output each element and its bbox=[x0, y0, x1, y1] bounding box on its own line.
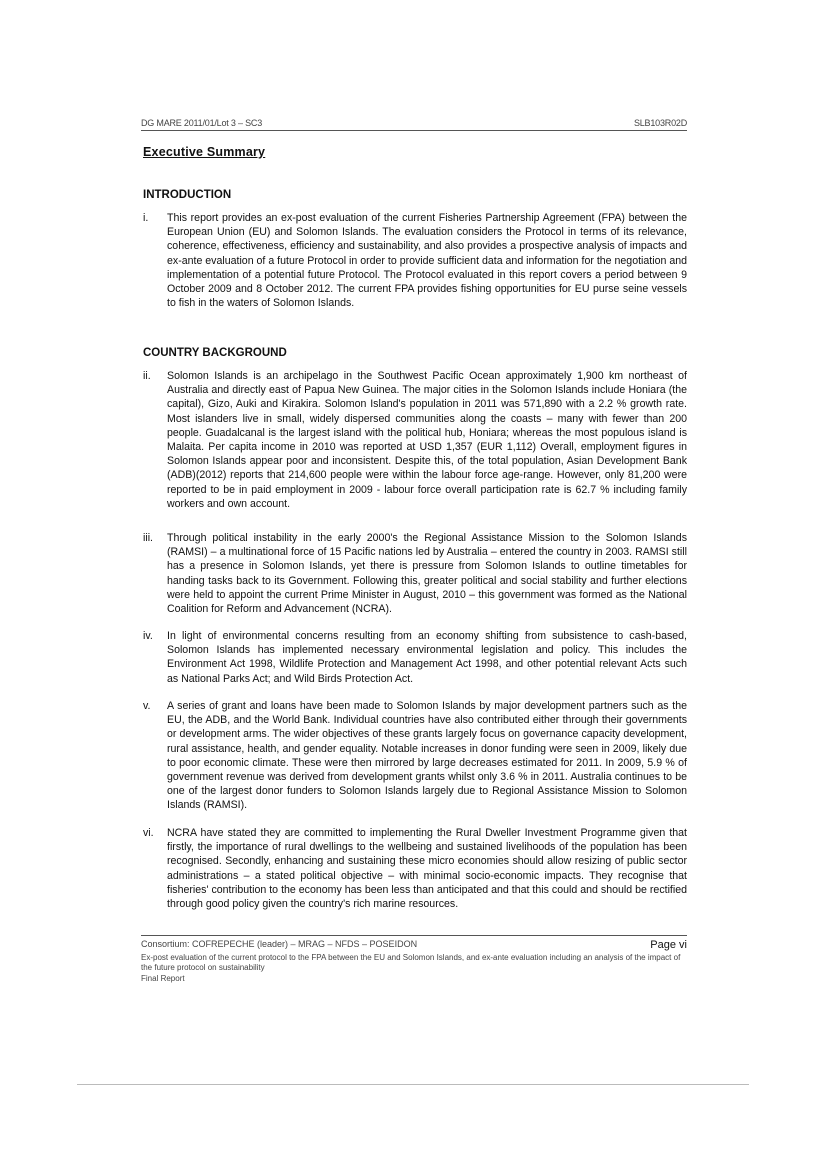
section-heading-country-background: COUNTRY BACKGROUND bbox=[143, 347, 287, 359]
footer-page-number: Page vi bbox=[650, 939, 687, 951]
bottom-divider bbox=[77, 1084, 749, 1085]
page-footer bbox=[141, 935, 687, 983]
page-title: Executive Summary bbox=[143, 145, 266, 159]
paragraph-number: vi. bbox=[143, 827, 154, 839]
footer-description: Ex-post evaluation of the current protocol to the FPA between the EU and Solomon Islands, and ex-ante evaluation including an analysis of the impact of the future protocol on sustainability bbox=[141, 953, 681, 972]
paragraph bbox=[143, 531, 687, 616]
paragraph-number: v. bbox=[143, 700, 151, 712]
footer-consortium: Consortium: COFREPECHE (leader) – MRAG – NFDS – POSEIDON bbox=[141, 939, 418, 949]
header-left: DG MARE 2011/01/Lot 3 – SC3 bbox=[141, 118, 262, 128]
paragraph-text: In light of environmental concerns resulting from an economy shifting from subsistence to cash-based, Solomon Islands has implemented necessary environmental legislation and policy. This includes the Environment Act 1998, Wildlife Protection and Management Act 1998, and other potential relevant Acts such as National Parks Act; and Wild Birds Protection Act. bbox=[167, 630, 687, 685]
paragraph-text: Solomon Islands is an archipelago in the Southwest Pacific Ocean approximately 1,900 km northeast of Australia and directly east of Papua New Guinea. The major cities in the Solomon Islands include Honiara (the capital), Gizo, Auki and Kirakira. Solomon Island's population in 2011 was 571,890 with a 2.2 % growth rate. Most islanders live in small, widely dispersed communities along the coasts – many with fewer than 200 people. Guadalcanal is the largest island with the political hub, Honiara; whereas the most populous island is Malaita. Per capita income in 2010 was reported at USD 1,357 (EUR 1,112) Overall, employment figures in Solomon Islands appear poor and inconsistent. Despite this, of the total population, Asian Development Bank (ADB)(2012) reports that 214,600 people were within the labour force age-range. However, only 81,200 were reported to be in paid employment in 2009 - labour force overall participation rate is 62.7 % including family workers and own account. bbox=[167, 370, 687, 510]
paragraph-text: NCRA have stated they are committed to implementing the Rural Dweller Investment Programme given that firstly, the importance of rural dwellings to the wellbeing and sustained livelihoods of the population has been recognised. Secondly, enhancing and sustaining these micro economies should allow resizing of public sector administrations – a stated political objective – with minimal socio-economic impacts. They recognise that fisheries' contribution to the economy has been less than anticipated and that this could and should be rectified through good policy given the country's rich marine resources. bbox=[167, 827, 687, 911]
paragraph bbox=[143, 369, 687, 511]
paragraph bbox=[143, 699, 687, 813]
section-heading-introduction: INTRODUCTION bbox=[143, 189, 232, 201]
paragraph bbox=[143, 629, 687, 686]
paragraph bbox=[143, 826, 687, 911]
page-header bbox=[141, 118, 687, 131]
paragraph-text: This report provides an ex-post evaluation of the current Fisheries Partnership Agreement (FPA) between the European Union (EU) and Solomon Islands. The evaluation considers the Protocol in terms of its relevance, coherence, effectiveness, efficiency and sustainability, and also provides a prospective analysis of impacts and ex-ante evaluation of a future Protocol in order to provide sufficient data and information for the negotiation and implementation of a potential future Protocol. The Protocol evaluated in this report covers a period between 9 October 2009 and 8 October 2012. The current FPA provides fishing opportunities for EU purse seine vessels to fish in the waters of Solomon Islands. bbox=[167, 212, 687, 310]
paragraph-number: iv. bbox=[143, 630, 153, 642]
paragraph-number: ii. bbox=[143, 370, 151, 382]
paragraph-text: Through political instability in the early 2000's the Regional Assistance Mission to the Solomon Islands (RAMSI) – a multinational force of 15 Pacific nations led by Australia – entered the country in 2003. RAMSI still has a presence in Solomon Islands, yet there is pressure from Solomon Islands to outline timetables for handing tasks back to its Government. Following this, greater political and social stability and further elections were held to appoint the current Prime Minister in August, 2010 – this government was formed as the National Coalition for Reform and Advancement (NCRA). bbox=[167, 532, 687, 616]
paragraph-text: A series of grant and loans have been made to Solomon Islands by major development partners such as the EU, the ADB, and the World Bank. Individual countries have also contributed either through their governments or development arms. The wider objectives of these grants largely focus on governance capacity development, rural assistance, health, and gender equality. Notable increases in donor funding were seen in 2009, likely due to poor economic climate. These were then mirrored by large decreases estimated for 2011. In 2009, 5.9 % of government revenue was derived from development grants whilst only 3.6 % in 2011. Australia continues to be one of the largest donor funders to Solomon Islands largely due to Regional Assistance Mission to Solomon Islands (RAMSI). bbox=[167, 700, 687, 812]
footer-status: Final Report bbox=[141, 974, 185, 983]
paragraph-number: iii. bbox=[143, 532, 154, 544]
paragraph bbox=[143, 211, 687, 310]
paragraph-number: i. bbox=[143, 212, 149, 224]
header-right: SLB103R02D bbox=[633, 118, 687, 128]
